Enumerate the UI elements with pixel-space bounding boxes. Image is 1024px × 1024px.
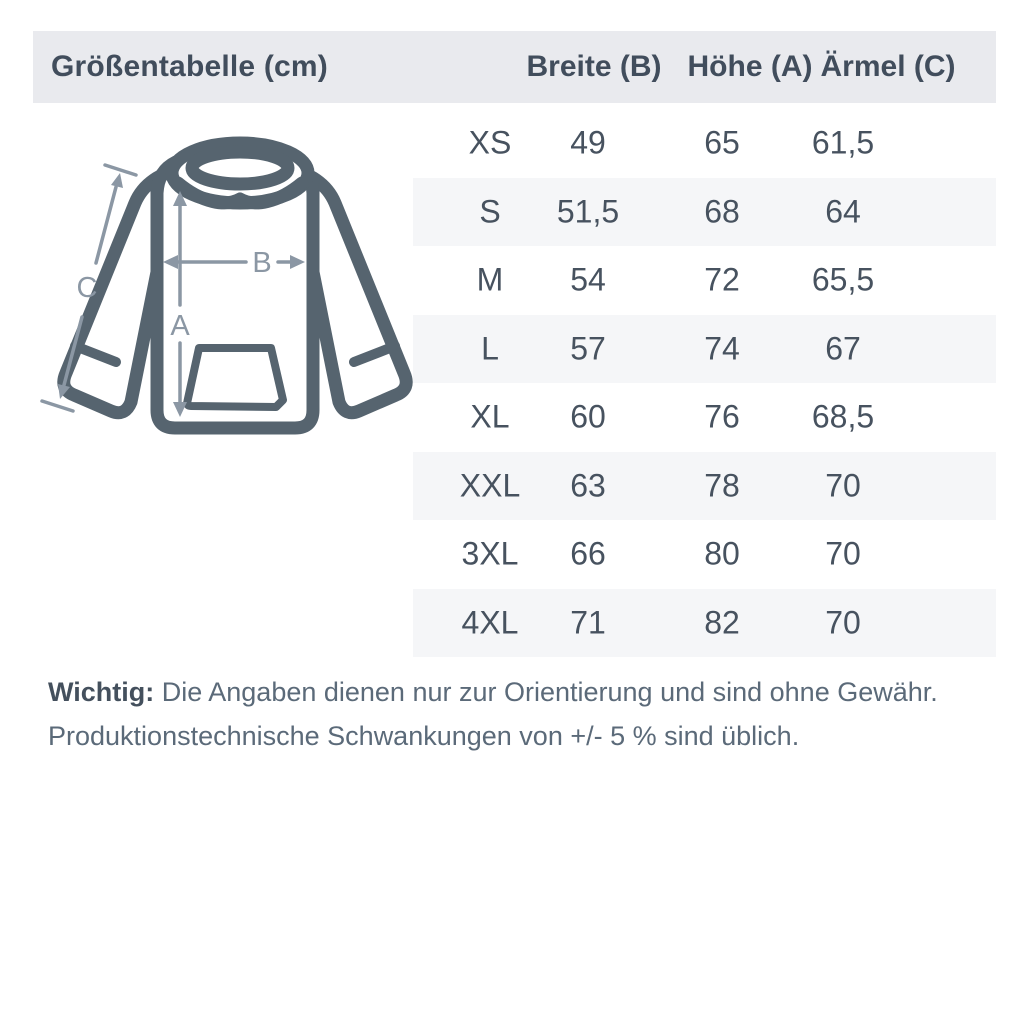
kangaroo-pocket — [187, 348, 283, 407]
size-cell: XXL — [459, 467, 521, 504]
size-cell: L — [481, 330, 499, 367]
hoehe-cell: 80 — [704, 535, 740, 572]
breite-cell: 66 — [570, 535, 606, 572]
page-title: Größentabelle (cm) — [51, 50, 328, 83]
hoehe-cell: 72 — [704, 261, 740, 298]
disclaimer-note-bold: Wichtig: — [48, 677, 155, 707]
table-row-s — [413, 178, 996, 247]
size-table — [413, 109, 996, 657]
aermel-cell: 64 — [825, 193, 861, 230]
aermel-cell: 70 — [825, 604, 861, 641]
column-header-aermel: Ärmel (C) — [820, 50, 956, 83]
aermel-cell: 67 — [825, 330, 861, 367]
table-row-xxl — [413, 452, 996, 521]
breite-cell: 71 — [570, 604, 606, 641]
column-header-hoehe: Höhe (A) — [687, 50, 813, 83]
hoehe-cell: 74 — [704, 330, 740, 367]
hoehe-cell: 65 — [704, 124, 740, 161]
measure-a-label: A — [170, 310, 190, 342]
breite-cell: 60 — [570, 398, 606, 435]
disclaimer-note-line1: Die Angaben dienen nur zur Orientierung und sind ohne Gewähr. — [154, 677, 938, 707]
measure-c-arrowhead-top — [111, 173, 123, 188]
breite-cell: 63 — [570, 467, 606, 504]
disclaimer-note-line2: Produktionstechnische Schwankungen von +/- 5 % sind üblich. — [48, 721, 800, 751]
size-cell: S — [479, 193, 501, 230]
measure-c-tick-top — [105, 165, 136, 175]
size-cell: M — [476, 261, 504, 298]
disclaimer-note — [48, 670, 968, 758]
hoehe-cell: 78 — [704, 467, 740, 504]
hoehe-cell: 82 — [704, 604, 740, 641]
aermel-cell: 68,5 — [811, 398, 875, 435]
hoehe-cell: 76 — [704, 398, 740, 435]
table-row-4xl — [413, 589, 996, 658]
hoodie-illustration — [30, 115, 430, 470]
breite-cell: 51,5 — [556, 193, 620, 230]
breite-cell: 54 — [570, 261, 606, 298]
hood-opening — [192, 152, 288, 184]
aermel-cell: 61,5 — [811, 124, 875, 161]
hoehe-cell: 68 — [704, 193, 740, 230]
size-cell: XS — [468, 124, 512, 161]
table-row-m — [413, 246, 996, 315]
breite-cell: 57 — [570, 330, 606, 367]
measure-c-tick-bottom — [42, 401, 73, 411]
table-header-bar — [33, 31, 996, 103]
table-row-3xl — [413, 520, 996, 589]
size-cell: 3XL — [461, 535, 519, 572]
aermel-cell: 70 — [825, 467, 861, 504]
table-row-l — [413, 315, 996, 384]
aermel-cell: 65,5 — [811, 261, 875, 298]
table-row-xl — [413, 383, 996, 452]
hoodie-measurement-diagram — [30, 115, 430, 470]
aermel-cell: 70 — [825, 535, 861, 572]
size-cell: XL — [470, 398, 510, 435]
column-header-breite: Breite (B) — [526, 50, 662, 83]
measure-c-label: C — [76, 272, 98, 304]
breite-cell: 49 — [570, 124, 606, 161]
measure-b-label: B — [252, 247, 272, 279]
table-row-xs — [413, 109, 996, 178]
size-cell: 4XL — [461, 604, 519, 641]
